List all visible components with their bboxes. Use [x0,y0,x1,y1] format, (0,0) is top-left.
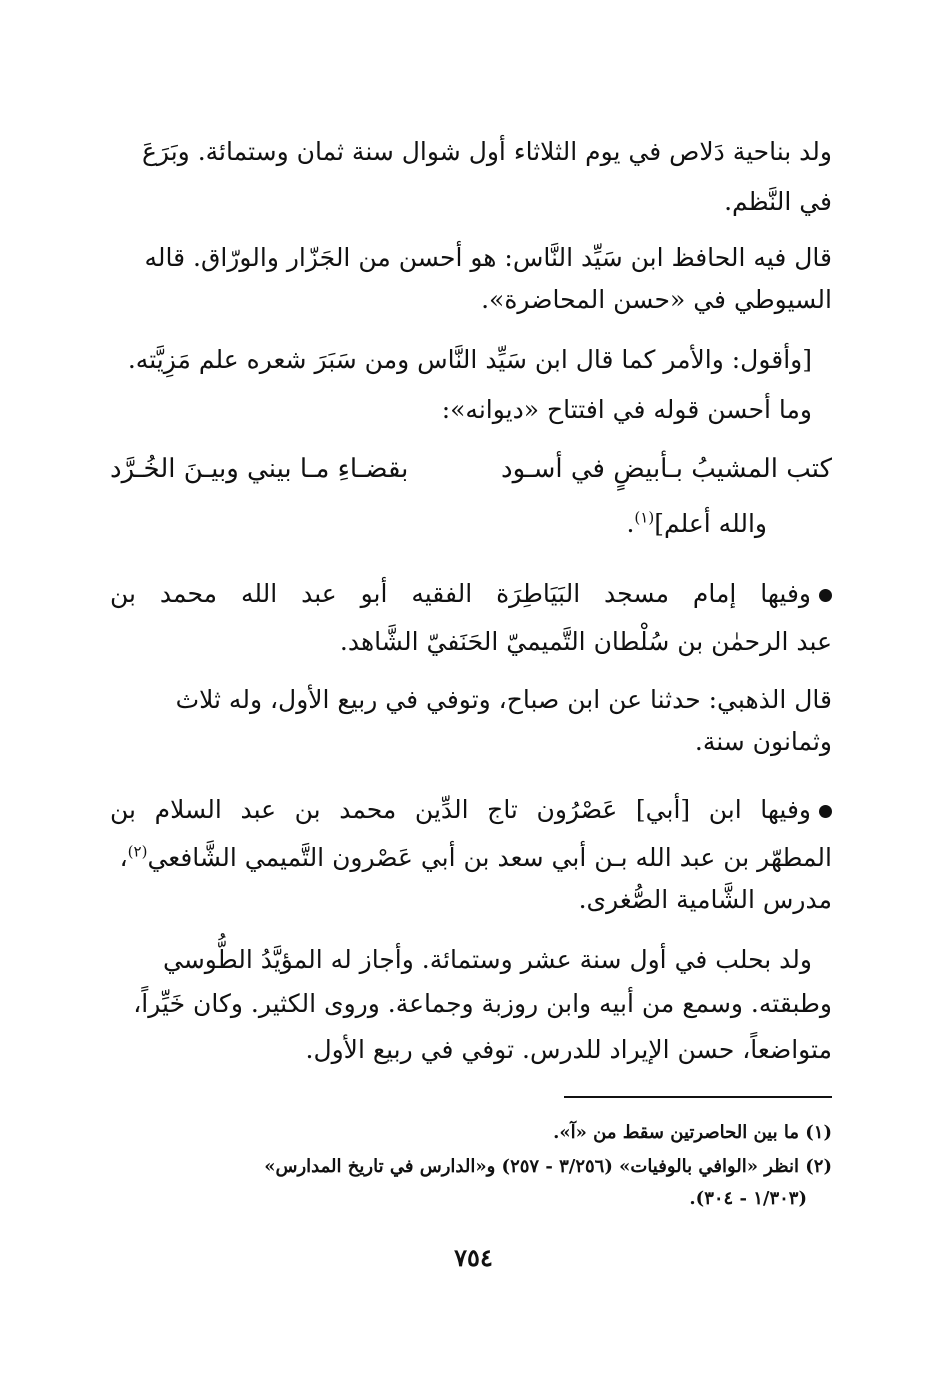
paragraph-line: ولد بحلب في أول سنة عشر وستمائة. وأجاز له المؤيَّدُ الطُّوسي [163,945,812,974]
entry-heading-line [110,790,832,830]
line-text: وفيها إمام مسجد البَيَاطِرَة الفقيه أبو عبد الله محمد بن [110,579,811,608]
paragraph-line: متواضعاً، حسن الإيراد للدرس. توفي في ربيع الأول. [305,1035,832,1064]
paragraph-line: ولد بناحية دَلاص في يوم الثلاثاء أول شوال سنة ثمان وستمائة. وبَرَعَ [142,137,832,166]
paragraph-line: عبد الرحمٰن بن سُلْطان التَّميميّ الحَنَفيّ الشَّاهد. [339,627,832,656]
line-end: ، [119,843,128,872]
paragraph-line: مدرس الشَّامية الصُّغرى. [578,885,832,914]
paragraph-line: قال فيه الحافظ ابن سَيِّد النَّاس: هو أحسن من الجَزّار والورّاق. قاله [144,243,832,272]
paragraph-line: في النَّظم. [724,187,832,216]
footnote-divider [564,1096,832,1098]
paragraph-line: وما أحسن قوله في افتتاح «ديوانه»: [441,395,812,424]
page-number: ٧٥٤ [454,1243,493,1272]
paragraph-line: [وأقول: والأمر كما قال ابن سَيِّد النَّاس ومن سَبَرَ شعره علم مَزِيَّته. [127,345,812,374]
line-text: المطهّر بن عبد الله بـن أبي سعد بن أبي عَصْرون التَّميمي الشَّافعي [147,843,832,872]
paragraph-line [110,504,767,544]
footnote-2-line-2: (١/٣٠٣ - ٣٠٤). [689,1188,807,1209]
footnote-ref: (٢) [127,842,148,861]
verse-hemistich-left: بقضـاءِ مـا بيني وبيـنَ الخُـرَّد [110,454,409,484]
bullet-icon [819,589,832,602]
paragraph-line: وثمانون سنة. [694,727,832,756]
footnote-1: (١) ما بين الحاصرتين سقط من «آ». [553,1122,832,1143]
entry-heading-line [110,574,832,614]
paragraph-line: قال الذهبي: حدثنا عن ابن صباح، وتوفي في ربيع الأول، وله ثلاث [175,685,832,714]
paragraph-line: السيوطي في «حسن المحاضرة». [481,285,832,314]
line-text: وفيها ابن [أبي] عَصْرُون تاج الدِّين محمد بن عبد السلام بن [110,795,811,824]
line-end: . [626,509,635,538]
line-text: والله أعلم] [654,509,767,538]
paragraph-line: وطبقته. وسمع من أبيه وابن روزبة وجماعة. وروى الكثير. وكان خَيِّراً، [133,989,832,1018]
footnote-ref: (١) [634,508,655,527]
verse-hemistich-right: كتب المشيبُ بـأبيضٍ في أسـود [500,454,832,484]
bullet-icon [819,805,832,818]
footnote-2-line-1: (٢) انظر «الوافي بالوفيات» (٣/٢٥٦ - ٢٥٧) و«الدارس في تاريخ المدارس» [264,1156,832,1177]
paragraph-line [110,838,832,878]
